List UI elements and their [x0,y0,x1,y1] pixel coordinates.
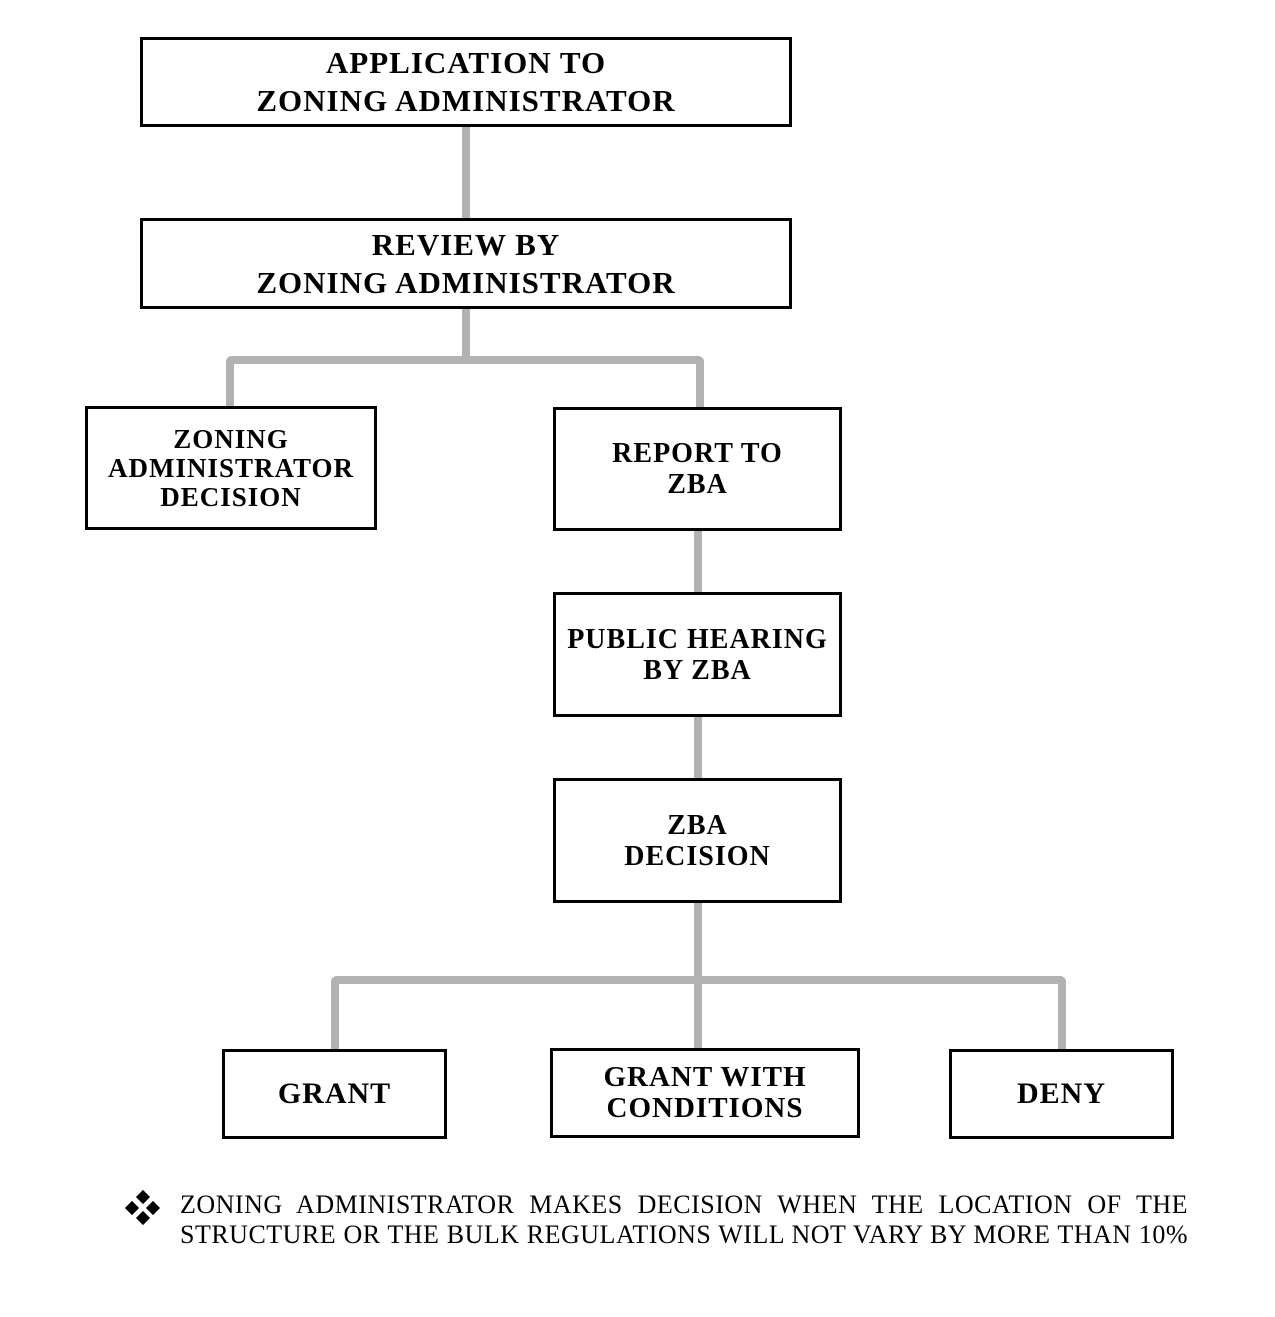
four-diamonds-bullet-icon [127,1192,158,1223]
flow-box-grant-with-conditions [550,1048,860,1138]
box-text-line: ZONING ADMINISTRATOR [256,83,676,118]
flow-box-report-to-zba [553,407,842,531]
connector-report-hearing [694,531,702,592]
box-text-line: GRANT WITH [603,1061,807,1093]
box-text-line: ADMINISTRATOR [107,452,355,483]
flow-box-deny [949,1049,1174,1139]
footnote-text [180,1190,1188,1250]
box-text-line: BY ZBA [643,654,752,686]
box-text-line: DECISION [160,481,302,512]
flow-box-public-hearing-by-zba [553,592,842,717]
box-text-line: ZBA [667,469,728,500]
box-text-line: ZONING ADMINISTRATOR [256,264,676,300]
connector-hearing-zbadecision [694,717,702,778]
box-text-line: CONDITIONS [606,1092,804,1124]
flow-box-application [140,37,792,127]
connector-zbadecision-grantcond [694,903,702,1049]
box-text-line: ZONING [173,423,289,454]
box-text-line: ZBA [667,809,728,841]
connector-application-review [462,127,470,218]
footnote-line: ZONING ADMINISTRATOR MAKES DECISION WHEN THE LOCATION OF THE [180,1190,1188,1219]
flow-box-grant [222,1049,447,1139]
box-text-line: DECISION [624,840,771,872]
connector-review-branch [226,356,704,407]
box-text-line: APPLICATION TO [325,45,607,80]
box-text-line: REPORT TO [612,438,783,469]
flow-box-zba-decision [553,778,842,903]
box-text-line: PUBLIC HEARING [567,623,828,655]
box-text-line: REVIEW BY [371,226,561,262]
footnote [127,1190,1188,1250]
footnote-line: STRUCTURE OR THE BULK REGULATIONS WILL NOT VARY BY MORE THAN 10% [180,1220,1188,1249]
box-text-line: GRANT [277,1077,392,1110]
flow-box-zoning-administrator-decision [85,406,377,530]
box-text-line: DENY [1016,1077,1106,1110]
flow-box-review [140,218,792,309]
